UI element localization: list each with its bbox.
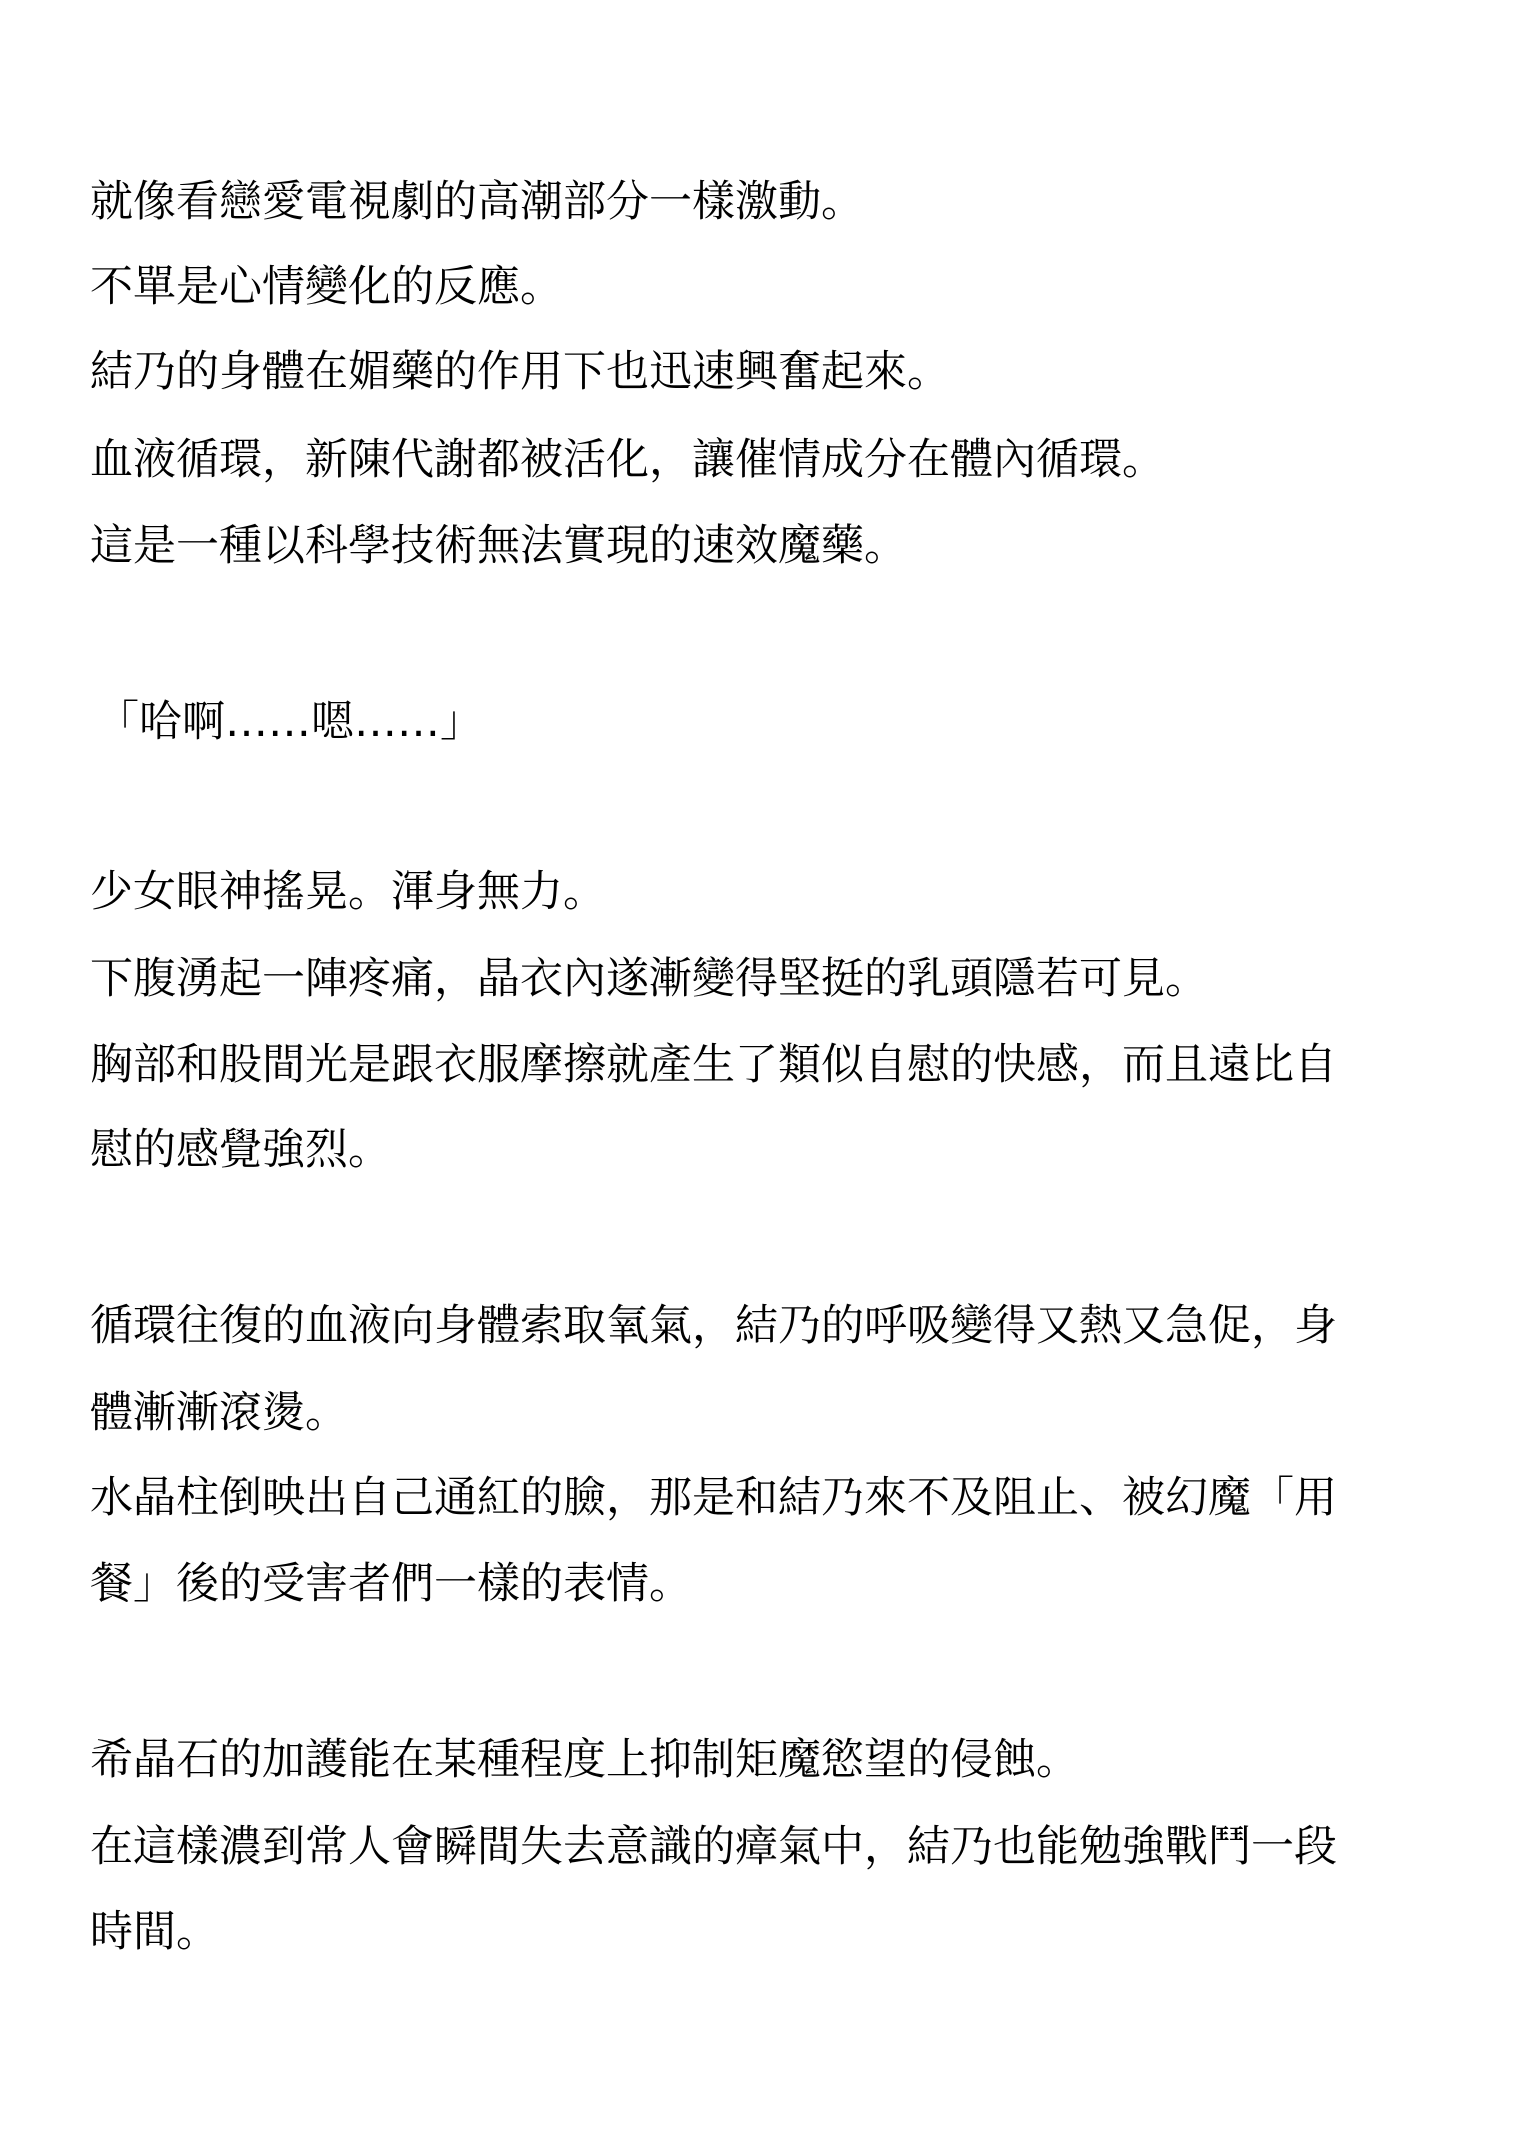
text-line: 少女眼神搖晃。渾身無力。 (90, 867, 606, 917)
text-line: 就像看戀愛電視劇的高潮部分一樣激動。 (90, 177, 864, 227)
text-line: 體漸漸滾燙。 (90, 1388, 348, 1438)
text-line: 下腹湧起一陣疼痛，晶衣內遂漸變得堅挺的乳頭隱若可見。 (90, 954, 1208, 1004)
text-line: 水晶柱倒映出自己通紅的臉，那是和結乃來不及阻止、被幻魔「用 (90, 1473, 1337, 1523)
dialogue-line: 「哈啊……嗯……」 (96, 697, 483, 747)
text-line: 希晶石的加護能在某種程度上抑制矩魔慾望的侵蝕。 (90, 1735, 1079, 1785)
text-line: 這是一種以科學技術無法實現的速效魔藥。 (90, 521, 907, 571)
text-line: 時間。 (90, 1907, 219, 1957)
text-line: 慰的感覺強烈。 (90, 1125, 391, 1175)
text-line: 循環往復的血液向身體索取氧氣，結乃的呼吸變得又熱又急促，身 (90, 1301, 1337, 1351)
text-line: 結乃的身體在媚藥的作用下也迅速興奮起來。 (90, 347, 950, 397)
text-line: 不單是心情變化的反應。 (90, 262, 563, 312)
text-line: 餐」後的受害者們一樣的表情。 (90, 1559, 692, 1609)
text-line: 胸部和股間光是跟衣服摩擦就產生了類似自慰的快感，而且遠比自 (90, 1040, 1337, 1090)
text-line: 在這樣濃到常人會瞬間失去意識的瘴氣中，結乃也能勉強戰鬥一段 (90, 1822, 1337, 1872)
text-line: 血液循環，新陳代謝都被活化，讓催情成分在體內循環。 (90, 435, 1165, 485)
